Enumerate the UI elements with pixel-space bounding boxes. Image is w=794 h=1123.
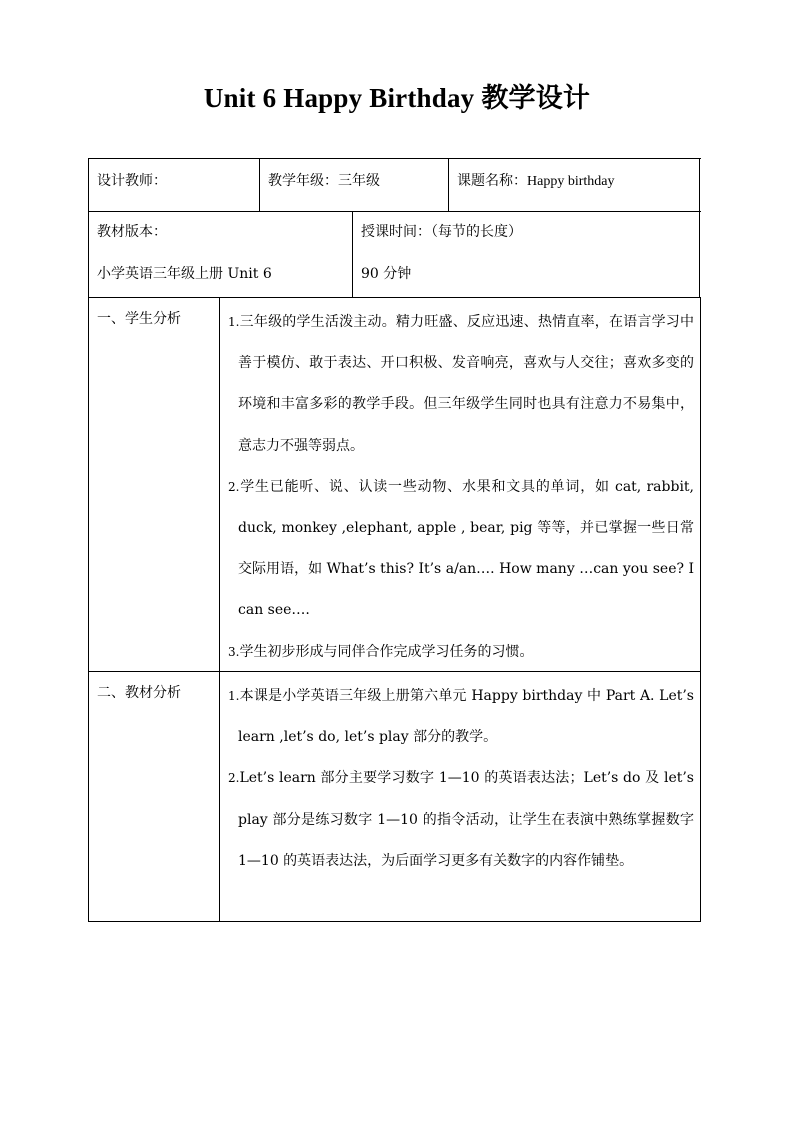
material-analysis-item: 2.Let’s learn 部分主要学习数字 1—10 的英语表达法；Let’s do 及 let’s play 部分是练习数字 1—10 的指令活动，让学生在表演中熟练掌握数字 1—10 的英语表达法，为后面学习更多有关数字的内容作铺垫。	[228, 770, 694, 869]
student-analysis-item: 2.学生已能听、说、认读一些动物、水果和文具的单词，如 cat, rabbit, duck, monkey ,elephant, apple , bear, pig 等等，并已掌握一些日常交际用语，如 What’s this? It’s a/an…. How many …can you see? I can see….	[228, 478, 694, 619]
teacher-label: 设计教师：	[97, 173, 167, 189]
grade-cell	[260, 159, 449, 211]
edition-value: 小学英语三年级上册 Unit 6	[97, 266, 272, 282]
student-analysis-row	[89, 298, 701, 672]
material-analysis-label: 二、教材分析	[89, 672, 220, 921]
info-row	[89, 212, 701, 298]
teacher-cell	[89, 159, 260, 211]
student-analysis-label: 一、学生分析	[89, 298, 220, 671]
material-analysis-body	[220, 672, 701, 921]
lesson-plan-table	[88, 158, 701, 922]
edition-cell	[89, 212, 353, 297]
edition-label: 教材版本：	[97, 224, 167, 240]
topic-label: 课题名称：Happy birthday	[457, 174, 615, 189]
topic-cell	[449, 159, 700, 211]
grade-label: 教学年级：三年级	[268, 173, 380, 189]
document-title: Unit 6 Happy Birthday 教学设计	[203, 83, 591, 113]
student-analysis-item: 1.三年级的学生活泼主动。精力旺盛、反应迅速、热情直率，在语言学习中善于模仿、敢于表达、开口积极、发音响亮，喜欢与人交往；喜欢多变的环境和丰富多彩的教学手段。但三年级学生同时也具有注意力不易集中，意志力不强等弱点。	[228, 314, 694, 454]
time-value: 90 分钟	[361, 266, 412, 282]
student-analysis-item: 3.学生初步形成与同伴合作完成学习任务的习惯。	[228, 643, 534, 660]
material-analysis-item: 1.本课是小学英语三年级上册第六单元 Happy birthday 中 Part A. Let’s learn ,let’s do, let’s play 部分的教学。	[228, 688, 694, 746]
material-analysis-row	[89, 672, 701, 922]
header-row	[89, 159, 701, 212]
time-cell	[353, 212, 700, 297]
time-label: 授课时间：（每节的长度）	[361, 224, 522, 240]
student-analysis-body	[220, 298, 701, 671]
